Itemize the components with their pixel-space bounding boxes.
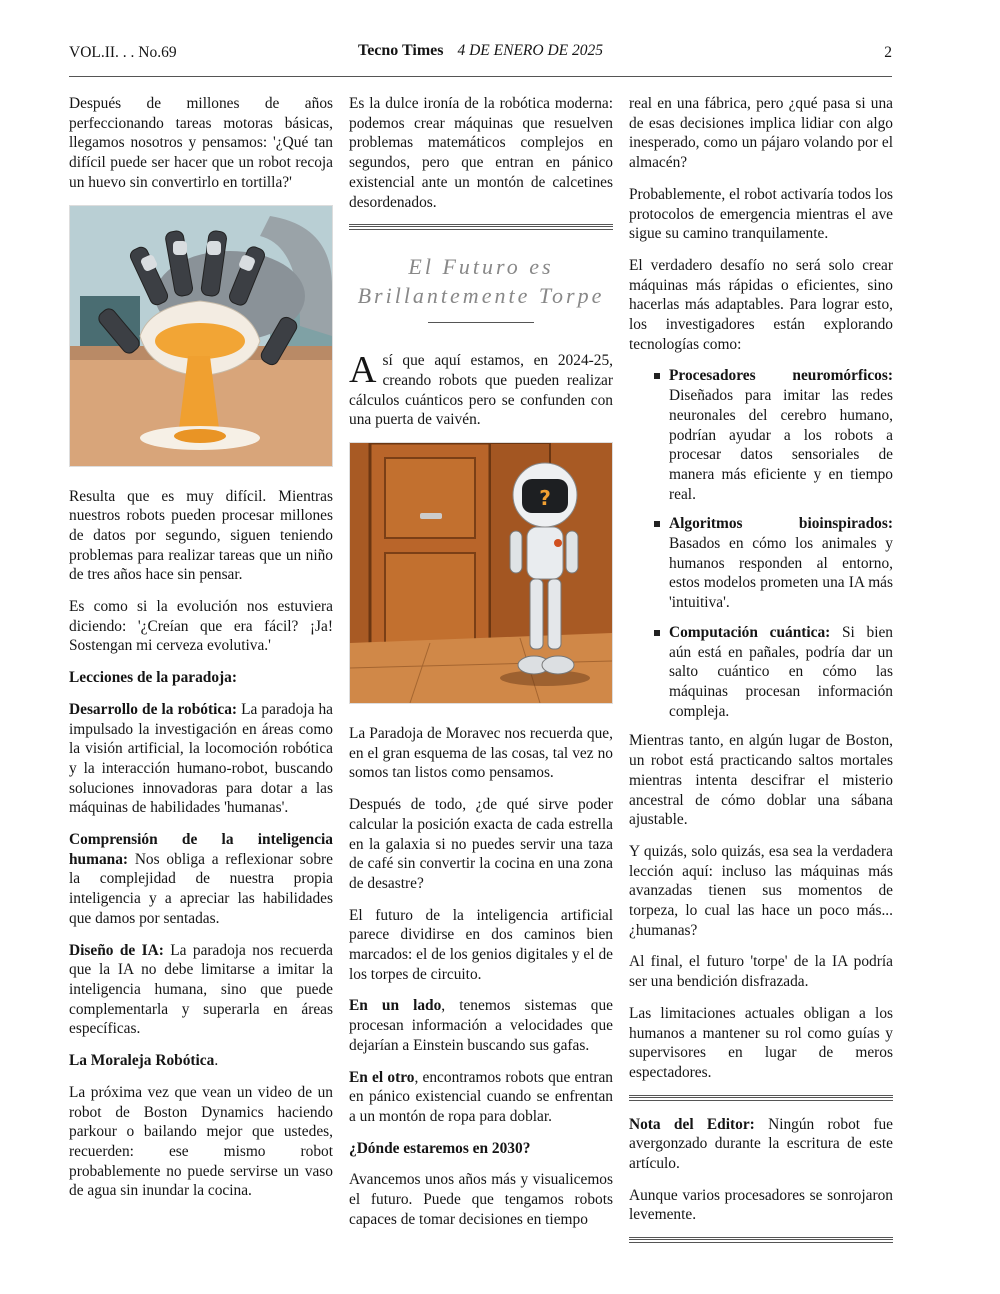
technology-list	[669, 366, 893, 721]
col1-last-paragraph: La próxima vez que vean un video de un robot de Boston Dynamics haciendo parkour o bailando mejor que ustedes, recuerden: ese mismo robot probablemente no puede servirse un vaso de agua sin inundar la cocina.	[69, 1083, 333, 1200]
col2-paragraph-3: Después de todo, ¿de qué sirve poder calcular la posición exacta de cada estrella en la galaxia si no puedes servir una taza de café sin convertir la cocina en una zona de desastre?	[349, 796, 613, 892]
list-item: Computación cuántica: Si bien aún está en pañales, podría dar un salto cuántico en cómo las máquinas procesan información compleja.	[669, 623, 893, 720]
question-heading: ¿Dónde estaremos en 2030?	[349, 1139, 531, 1157]
col3-paragraph-6: Las limitaciones actuales obligan a los humanos a mantener su rol como guías y supervisores en lugar de meros espectadores.	[629, 1004, 893, 1081]
paper-name: Tecno Times	[357, 42, 444, 59]
lesson-robotics: Desarrollo de la robótica: La paradoja ha impulsado la investigación en áreas como la visión artificial, la locomoción robótica y la interacción humano-robot, buscando soluciones innovadoras para dotar a las máquinas de habilidades 'humanas'.	[69, 700, 333, 817]
moral-heading: La Moraleja Robótica.	[69, 1052, 219, 1070]
column-2	[349, 94, 613, 1242]
col2-paragraph-0: Es la dulce ironía de la robótica moderna: podemos crear máquinas que resuelven problemas matemáticos complejos en segundos, pero que entran en pánico existencial ante un montón de calcetines desordenados.	[349, 95, 613, 211]
list-item: Algoritmos bioinspirados: Basados en cómo los animales y humanos responden al entorno, estos modelos prometen una IA más 'intuitiva'.	[669, 515, 893, 612]
editor-note-2: Aunque varios procesadores se sonrojaron levemente.	[629, 1186, 893, 1224]
svg-text:?: ?	[539, 486, 551, 511]
lessons-heading: Lecciones de la paradoja:	[69, 669, 237, 687]
col2-lead-paragraph: Así que aquí estamos, en 2024-25, creando robots que pueden realizar cálculos cuánticos pero se confunden con una puerta de vaivén.	[349, 349, 613, 429]
col3-paragraph-1: Probablemente, el robot activaría todos los protocolos de emergencia mientras el ave sigue su camino tranquilamente.	[629, 185, 893, 243]
section-divider	[349, 224, 613, 230]
page-header	[69, 42, 892, 64]
col2-paragraph-2: La Paradoja de Moravec nos recuerda que, en el gran esquema de las cosas, tal vez no somos tan listos como pensamos.	[349, 725, 613, 782]
col3-paragraph-5: Al final, el futuro 'torpe' de la IA podría ser una bendición disfrazada.	[629, 953, 893, 991]
robot-hand-egg-image	[69, 205, 333, 467]
col3-paragraph-2: El verdadero desafío no será solo crear máquinas más rápidas o eficientes, sino hacerlas más adaptables. Para lograr esto, los investigadores están explorando tecnologías como:	[629, 256, 893, 353]
col3-paragraph-3: Mientras tanto, en algún lugar de Boston, un robot está practicando saltos mortales mientras intenta descifrar el misterio ancestral de cómo doblar una sábana ajustable.	[629, 732, 893, 829]
col2-paragraph-7: Avancemos unos años más y visualicemos el futuro. Puede que tengamos robots capaces de tomar decisiones en tiempo	[349, 1171, 613, 1228]
lesson-ai-design: Diseño de IA: La paradoja nos recuerda que la IA no debe limitarse a imitar la inteligencia humana, sino que puede complementarla y superarla en áreas específicas.	[69, 941, 334, 1038]
volume-label: VOL.II. . . No.69	[69, 44, 177, 61]
col1-paragraph-1: Resulta que es muy difícil. Mientras nuestros robots pueden procesar millones de datos por segundo, siguen teniendo problemas para realizar tareas que un niño de tres años hace sin pensar.	[69, 487, 333, 584]
drop-cap: A	[349, 349, 377, 392]
title-underline	[428, 322, 534, 323]
editor-note-bottom-rule	[629, 1237, 893, 1243]
col1-paragraph-2: Es como si la evolución nos estuviera diciendo: '¿Creían que era fácil? ¡Ja! Sostengan mi cerveza evolutiva.'	[69, 598, 333, 655]
col2-paragraph-5: En un lado, tenemos sistemas que procesan información a velocidades que dejarían a Einstein buscando sus gafas.	[349, 997, 613, 1054]
section-title: El Futuro es Brillantemente Torpe	[357, 254, 605, 309]
column-3	[629, 94, 893, 1257]
editor-note-top-rule	[629, 1095, 893, 1101]
col3-paragraph-0: real en una fábrica, pero ¿qué pasa si una de esas decisiones implica lidiar con algo inesperado, como un pájaro volando por el almacén?	[629, 95, 893, 172]
issue-date: 4 DE ENERO DE 2025	[457, 42, 603, 59]
intro-paragraph: Después de millones de años perfeccionando tareas motoras básicas, llegamos nosotros y pensamos: '¿Qué tan difícil puede ser hacer que un robot recoja un huevo sin convertirlo en tortilla?'	[69, 95, 333, 191]
editor-note: Nota del Editor: Ningún robot fue avergonzado durante la escritura de este artículo.	[629, 1115, 893, 1173]
masthead	[69, 42, 892, 60]
page-number: 2	[884, 44, 892, 61]
col3-paragraph-4: Y quizás, solo quizás, esa sea la verdadera lección aquí: incluso las máquinas más avanzadas tienen sus momentos de torpeza, lo cual las hace un poco más... ¿humanas?	[629, 842, 893, 939]
column-1	[69, 94, 333, 1213]
col2-paragraph-4: El futuro de la inteligencia artificial parece dividirse en dos caminos bien marcados: el de los genios digitales y el de los torpes de circuito.	[349, 906, 613, 983]
header-rule	[69, 76, 892, 77]
lesson-human-intelligence: Comprensión de la inteligencia humana: Nos obliga a reflexionar sobre la complejidad de nuestra propia inteligencia y a apreciar las habilidades que damos por sentadas.	[69, 831, 333, 927]
col2-paragraph-6: En el otro, encontramos robots que entran en pánico existencial cuando se enfrentan a un montón de ropa para doblar.	[349, 1068, 613, 1125]
confused-robot-door-image	[349, 442, 613, 704]
list-item: Procesadores neuromórficos: Diseñados para imitar las redes neuronales del cerebro humano, podrían ayudar a los robots a procesar datos sensoriales de manera más eficiente y en tiempo real.	[669, 367, 893, 503]
